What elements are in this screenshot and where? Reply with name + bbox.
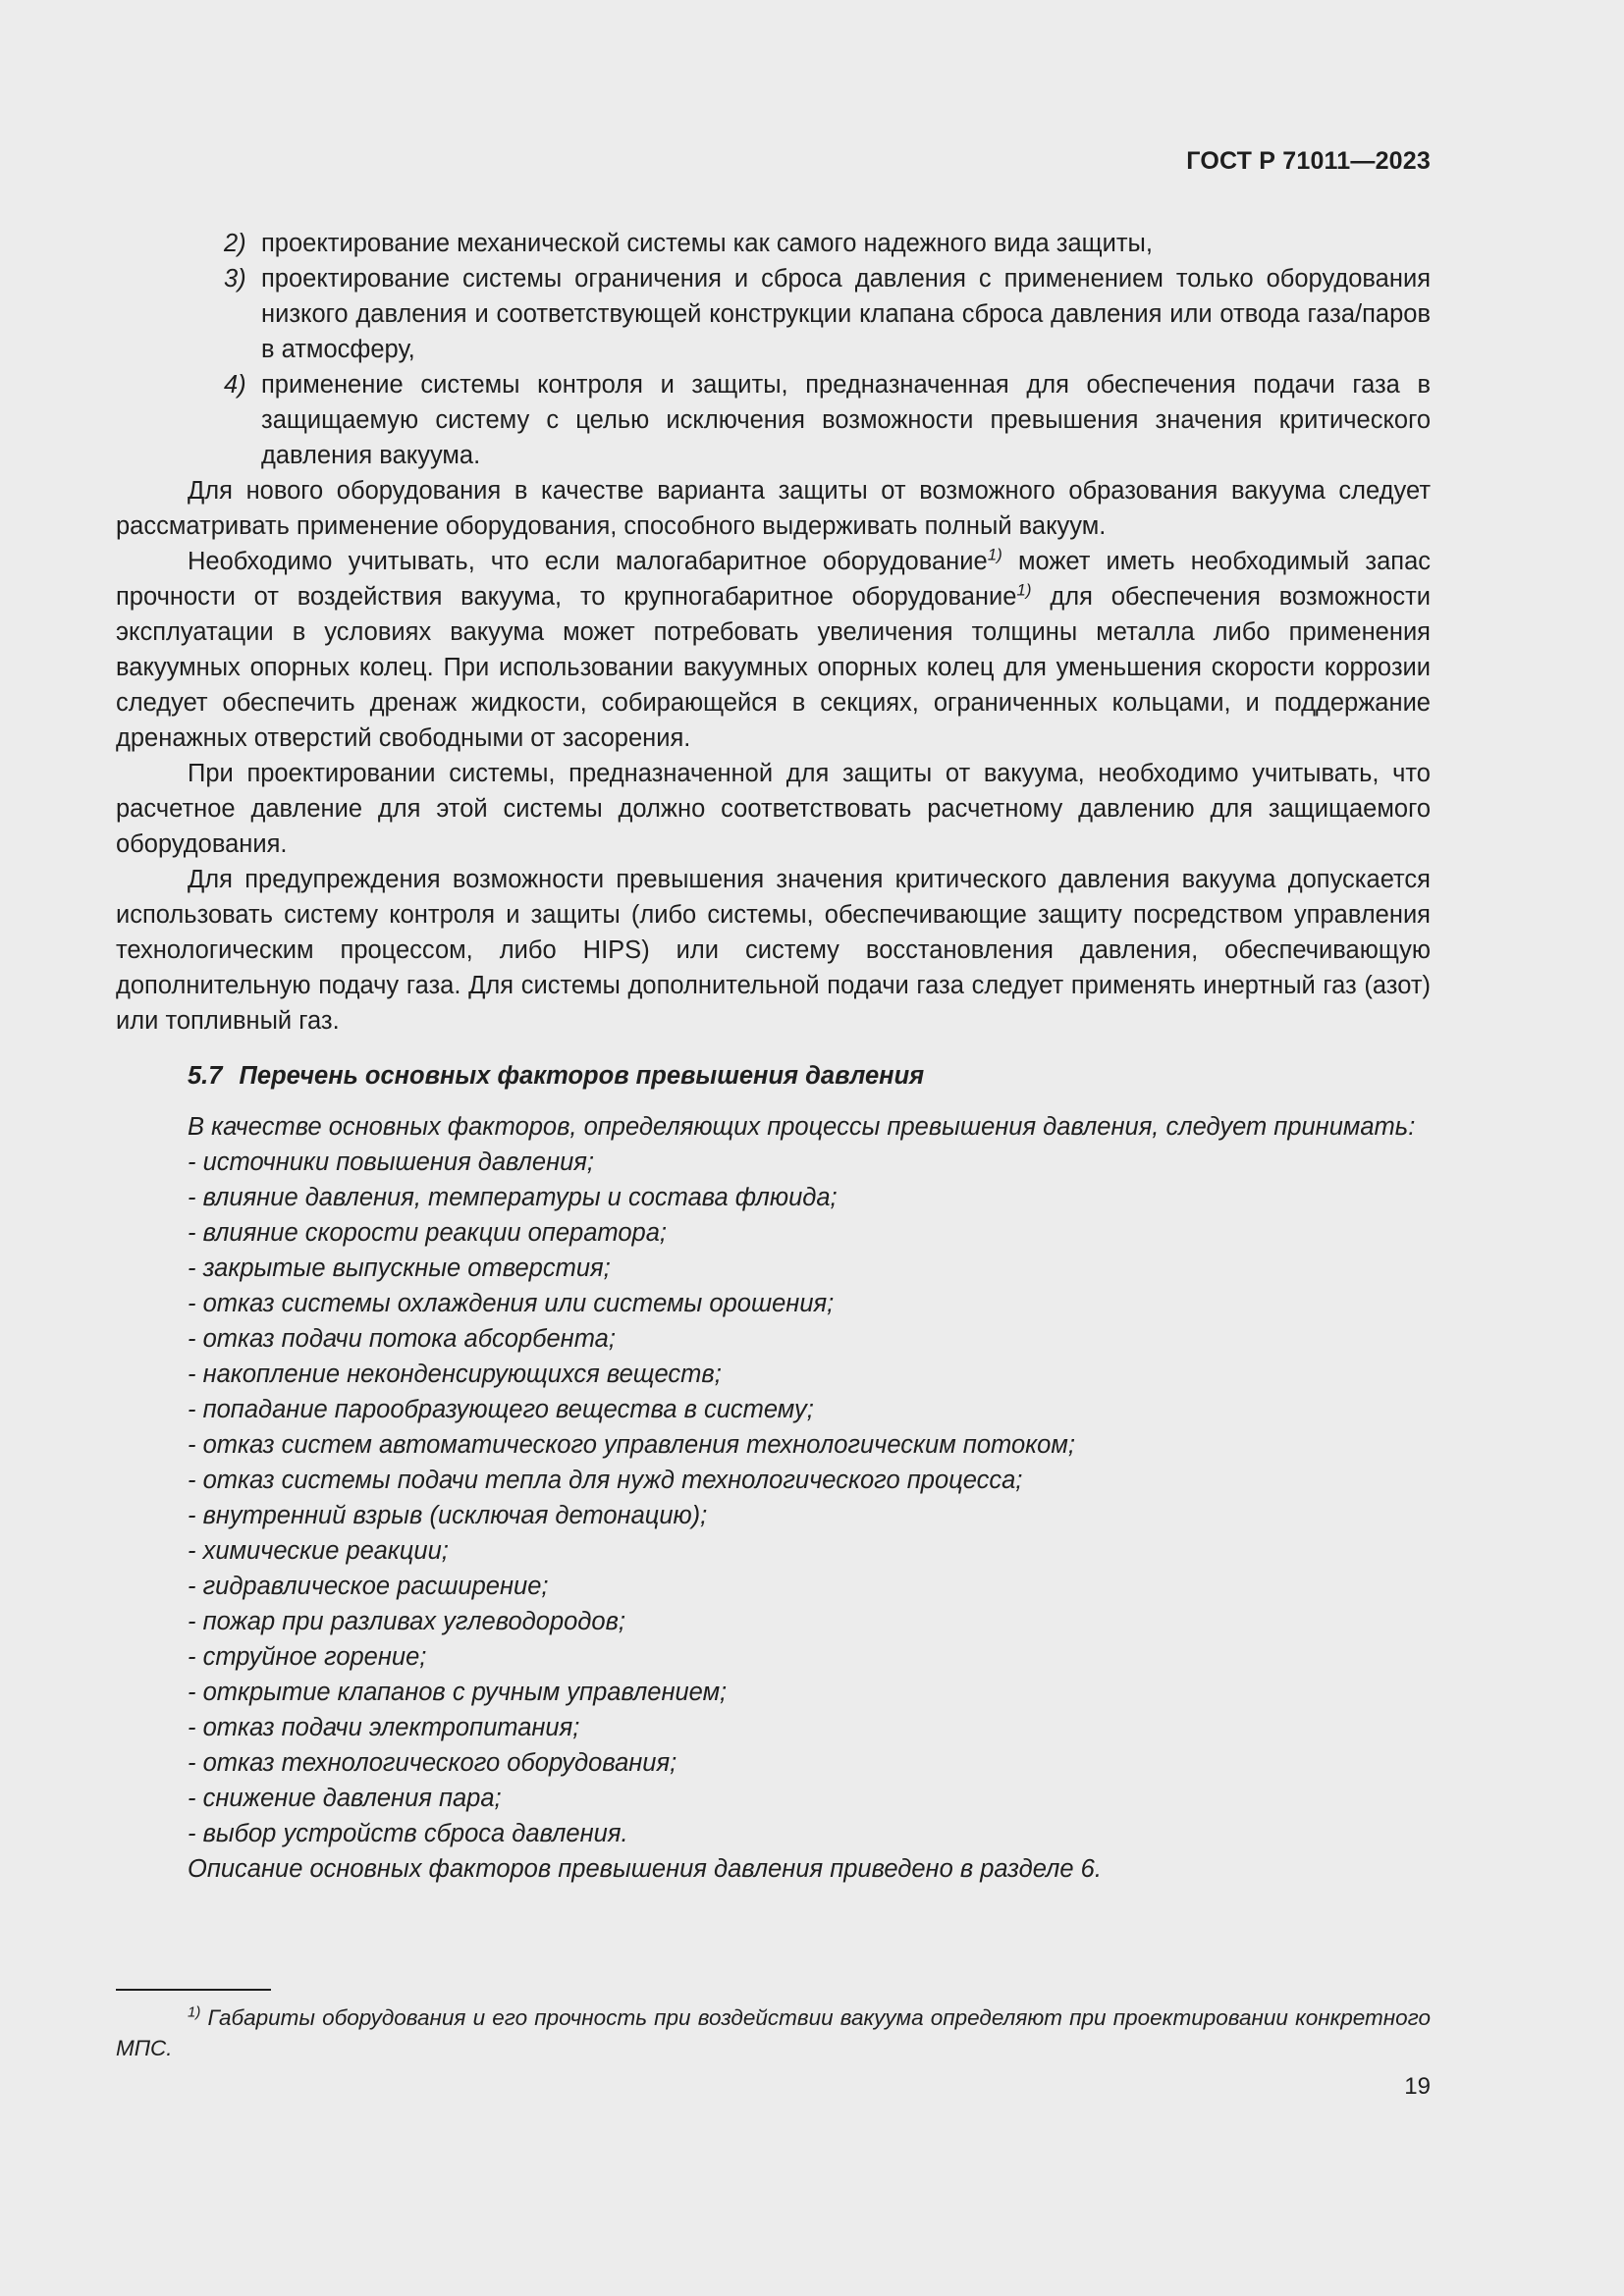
paragraph-new-equipment: Для нового оборудования в качестве варианта защиты от возможного образования вакуума следует рассматривать применение оборудования, способного выдерживать полный вакуум. [116, 477, 1431, 540]
footnote-text: Габариты оборудования и его прочность при воздействии вакуума определяют при проектировании конкретного МПС. [116, 2005, 1431, 2060]
factor-item: - накопление неконденсирующихся веществ; [188, 1361, 722, 1388]
list-item-number: 4) [224, 371, 246, 399]
list-item-number: 2) [224, 230, 246, 257]
list-item-text: проектирование системы ограничения и сброса давления с применением только оборудования низкого давления и соответствующей конструкции клапана сброса давления или отвода газа/паров в атмосферу, [261, 265, 1431, 363]
list-item [116, 261, 1431, 367]
factor-item: - открытие клапанов с ручным управлением; [188, 1679, 728, 1706]
factor-item: - отказ системы подачи тепла для нужд технологического процесса; [188, 1467, 1023, 1494]
factor-item: - отказ системы охлаждения или системы орошения; [188, 1290, 835, 1317]
section-intro: В качестве основных факторов, определяющих процессы превышения давления, следует принимать: [188, 1113, 1416, 1141]
list-item [116, 226, 1431, 261]
page-number: 19 [1404, 2073, 1431, 2100]
paragraph-design-pressure: При проектировании системы, предназначенной для защиты от вакуума, необходимо учитывать, что расчетное давление для этой системы должно соответствовать расчетному давлению для защищаемого оборудования. [116, 760, 1431, 858]
factor-item: - отказ технологического оборудования; [188, 1749, 677, 1777]
footnote-divider [116, 1989, 271, 1991]
factor-item: - попадание парообразующего вещества в систему; [188, 1396, 814, 1423]
factor-item: - закрытые выпускные отверстия; [188, 1255, 611, 1282]
section-closing: Описание основных факторов превышения давления приведено в разделе 6. [188, 1855, 1102, 1883]
paragraph-text: для обеспечения возможности эксплуатации в условиях вакуума может потребовать увеличения толщины металла либо применения вакуумных опорных колец. При использовании вакуумных опорных колец для уменьшения скорости коррозии следует обеспечить дренаж жидкости, собирающейся в секциях, ограниченных кольцами, и поддержание дренажных отверстий свободными от засорения. [116, 583, 1431, 752]
document-id-header: ГОСТ Р 71011—2023 [1186, 147, 1431, 175]
factor-item: - гидравлическое расширение; [188, 1573, 549, 1600]
section-title: Перечень основных факторов превышения давления [239, 1062, 925, 1090]
paragraph-text: может иметь необходимый запас прочности от воздействия вакуума, то крупногабаритное оборудование [116, 548, 1431, 611]
list-item-text: проектирование механической системы как самого надежного вида защиты, [261, 230, 1153, 257]
factor-item: - влияние скорости реакции оператора; [188, 1219, 667, 1247]
factor-item: - снижение давления пара; [188, 1785, 502, 1812]
main-content [116, 226, 1431, 1887]
list-item [116, 367, 1431, 473]
factor-item: - химические реакции; [188, 1537, 449, 1565]
factor-item: - отказ подачи электропитания; [188, 1714, 580, 1741]
factor-item: - отказ систем автоматического управления технологическим потоком; [188, 1431, 1075, 1459]
section-heading [116, 1058, 1431, 1094]
footnote [116, 2002, 1431, 2063]
paragraph-strength [116, 544, 1431, 756]
factor-item: - струйное горение; [188, 1643, 427, 1671]
factor-item: - влияние давления, температуры и состава флюида; [188, 1184, 838, 1211]
list-item-text: применение системы контроля и защиты, предназначенная для обеспечения подачи газа в защищаемую систему с целью исключения возможности превышения значения критического давления вакуума. [261, 371, 1431, 469]
section-number: 5.7 [188, 1062, 223, 1090]
factor-item: - источники повышения давления; [188, 1148, 595, 1176]
footnote-ref: 1) [987, 545, 1002, 564]
list-item-number: 3) [224, 265, 246, 293]
factor-item: - выбор устройств сброса давления. [188, 1820, 628, 1847]
footnote-marker: 1) [188, 2003, 201, 2021]
paragraph-prevention: Для предупреждения возможности превышения значения критического давления вакуума допускается использовать систему контроля и защиты (либо системы, обеспечивающие защиту посредством управления технологическим процессом, либо HIPS) или систему восстановления давления, обеспечивающую дополнительную подачу газа. Для системы дополнительной подачи газа следует применять инертный газ (азот) или топливный газ. [116, 866, 1431, 1035]
factors-list [116, 1145, 1431, 1851]
factor-item: - внутренний взрыв (исключая детонацию); [188, 1502, 708, 1529]
paragraph-text: Необходимо учитывать, что если малогабаритное оборудование [188, 548, 988, 575]
footnote-ref: 1) [1016, 580, 1032, 600]
factor-item: - пожар при разливах углеводородов; [188, 1608, 625, 1635]
factor-item: - отказ подачи потока абсорбента; [188, 1325, 616, 1353]
